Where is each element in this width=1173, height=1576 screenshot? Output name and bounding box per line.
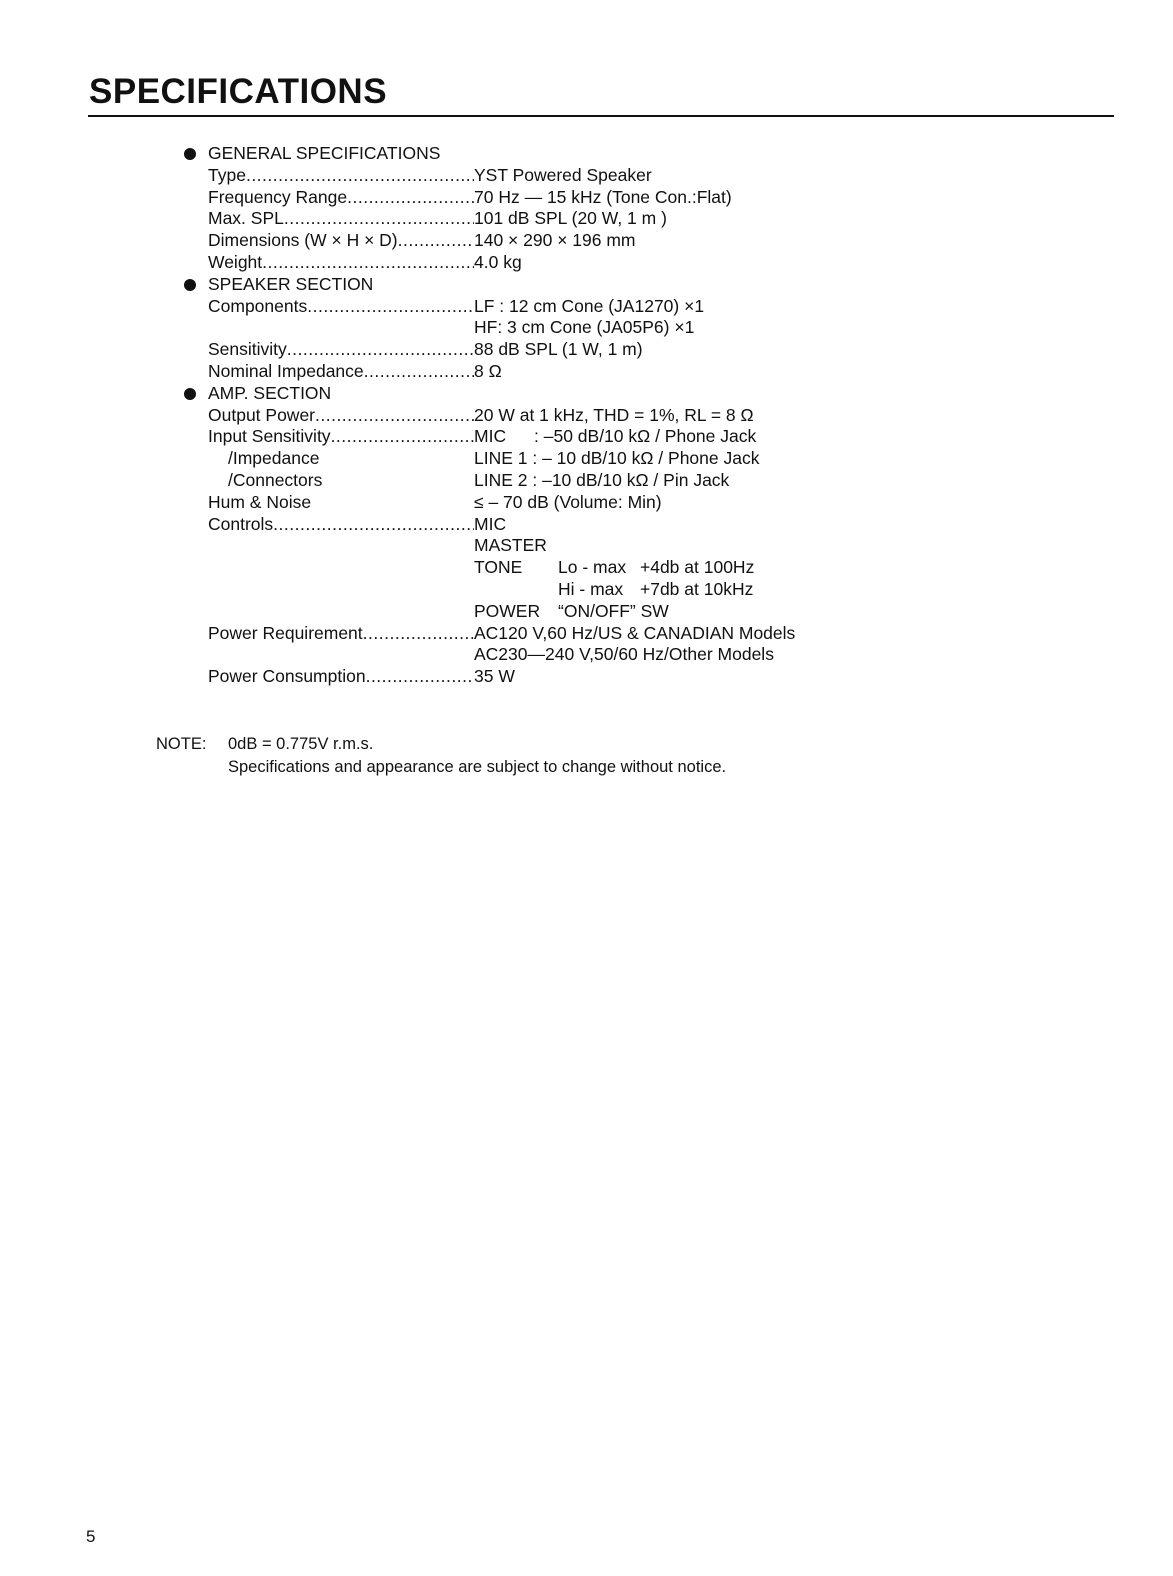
spec-label: Power Requirement [208,622,363,643]
dot-leader [273,514,474,536]
spec-row-input-impedance [184,448,884,470]
spec-row-controls-master [184,535,884,557]
spec-value: 4.0 kg [474,251,522,272]
spec-row-dimensions [184,230,884,252]
spec-row-input-sensitivity [184,426,884,448]
spec-row-nominal-impedance [184,361,884,383]
spec-row-max-spl [184,208,884,230]
spec-value: MIC [474,513,507,534]
spec-row-controls-power [184,601,884,623]
spec-value: LF : 12 cm Cone (JA1270) ×1 [474,295,705,316]
note-label: NOTE: [156,735,207,753]
spec-label: Weight [208,251,263,272]
speaker-section-heading: SPEAKER SECTION [184,274,884,296]
spec-value: 101 dB SPL (20 W, 1 m ) [474,208,667,229]
dot-leader [284,208,474,230]
spec-row-weight [184,252,884,274]
spec-value: Hi - max +7db at 10kHz [558,578,754,599]
spec-row-controls-tone-hi [184,579,884,601]
bullet-icon [184,148,196,160]
spec-row-power-requirement [184,623,884,645]
spec-label: /Connectors [228,469,323,490]
dot-leader [262,252,474,274]
page-number: 5 [86,1527,96,1546]
spec-row-power-requirement-cont [184,644,884,666]
spec-value: AC120 V,60 Hz/US & CANADIAN Models [474,622,796,643]
spec-row-controls [184,514,884,536]
spec-label: /Impedance [228,448,320,469]
note-line-1 [156,733,726,756]
spec-value: LINE 1 : – 10 dB/10 kΩ / Phone Jack [474,448,760,469]
spec-row-hum-noise [184,492,884,514]
note-text: Specifications and appearance are subject to change without notice. [228,757,727,776]
dot-leader [287,339,474,361]
dot-leader [363,623,474,645]
spec-label: Dimensions (W × H × D) [208,230,398,251]
spec-row-power-consumption [184,666,884,688]
page-title: SPECIFICATIONS [89,72,388,111]
spec-row-sensitivity [184,339,884,361]
general-section-heading: GENERAL SPECIFICATIONS [184,143,884,165]
amp-section-heading: AMP. SECTION [184,383,884,405]
spec-value: 70 Hz — 15 kHz (Tone Con.:Flat) [474,186,732,207]
spec-value: 140 × 290 × 196 mm [474,230,636,251]
note-block [156,733,726,778]
spec-row-components [184,296,884,318]
title-rule [88,115,1114,117]
dot-leader [246,165,474,187]
dot-leader [398,230,474,252]
spec-label: Output Power [208,404,315,425]
dot-leader [307,296,474,318]
spec-label: Frequency Range [208,186,348,207]
spec-label: Controls [208,513,274,534]
spec-value: TONE Lo - max +4db at 100Hz [474,557,755,578]
spec-row-output-power [184,405,884,427]
spec-label: Nominal Impedance [208,360,364,381]
spec-value: ≤ – 70 dB (Volume: Min) [474,491,662,512]
spec-label: Components [208,295,308,316]
spec-label: Max. SPL [208,208,284,229]
spec-label: Type [208,164,246,185]
spec-label: Power Consumption [208,666,366,687]
specifications-list [184,143,884,688]
spec-value: 35 W [474,666,515,687]
dot-leader [347,187,474,209]
spec-value: YST Powered Speaker [474,164,652,185]
spec-value: 8 Ω [474,360,502,381]
spec-value: AC230—240 V,50/60 Hz/Other Models [474,644,774,665]
spec-label: Hum & Noise [208,491,312,512]
dot-leader [315,405,474,427]
spec-label: Sensitivity [208,339,287,360]
bullet-icon [184,388,196,400]
dot-leader [331,426,474,448]
dot-leader [366,666,474,688]
bullet-icon [184,279,196,291]
note-line-2 [156,756,726,779]
spec-label: Input Sensitivity [208,426,331,447]
spec-row-frequency-range [184,187,884,209]
spec-value: POWER “ON/OFF” SW [474,600,669,621]
dot-leader [364,361,474,383]
note-text: 0dB = 0.775V r.m.s. [228,735,374,753]
spec-value: 20 W at 1 kHz, THD = 1%, RL = 8 Ω [474,404,754,425]
spec-row-controls-tone-lo [184,557,884,579]
spec-value: HF: 3 cm Cone (JA05P6) ×1 [474,317,695,338]
spec-value: MASTER [474,535,547,556]
spec-row-type [184,165,884,187]
spec-value: LINE 2 : –10 dB/10 kΩ / Pin Jack [474,469,730,490]
spec-row-input-connectors [184,470,884,492]
spec-row-components-cont [184,317,884,339]
spec-value: MIC : –50 dB/10 kΩ / Phone Jack [474,426,757,447]
spec-value: 88 dB SPL (1 W, 1 m) [474,339,643,360]
